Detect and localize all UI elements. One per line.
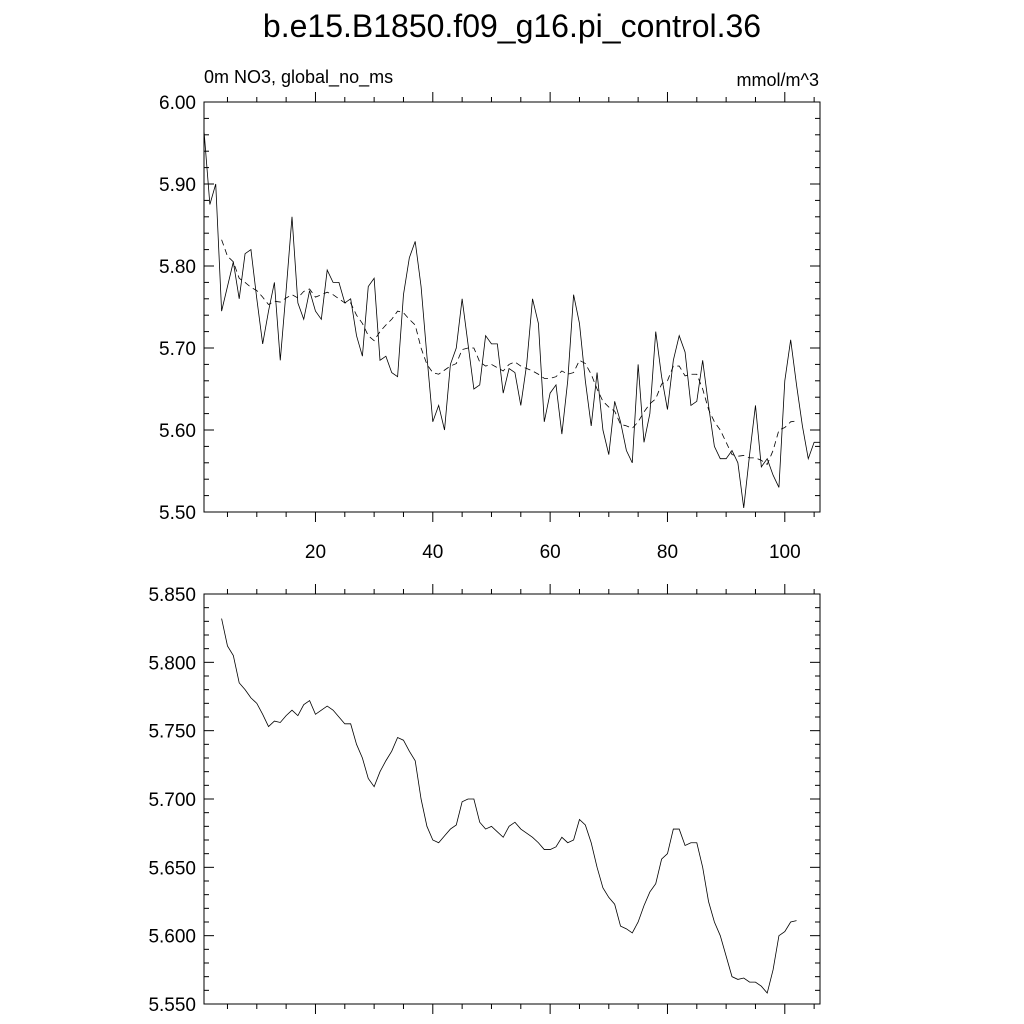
top-x-tick-label: 60 [539, 542, 561, 563]
top-series-line-solid [204, 131, 820, 508]
top-panel [159, 92, 820, 563]
bottom-y-tick-label: 5.600 [148, 926, 196, 948]
bottom-y-tick-label: 5.800 [148, 653, 196, 675]
top-y-tick-label: 5.50 [159, 503, 196, 524]
bottom-y-tick-label: 5.700 [148, 790, 196, 811]
top-y-tick-label: 5.70 [159, 339, 196, 360]
top-y-tick-label: 6.00 [159, 93, 196, 114]
top-y-tick-label: 5.80 [159, 257, 196, 278]
units-label: mmol/m^3 [736, 70, 819, 90]
bottom-series-line-solid [222, 619, 797, 993]
bottom-y-tick-label: 5.750 [148, 721, 196, 743]
bottom-y-tick-label: 5.850 [148, 585, 196, 606]
bottom-y-tick-label: 5.550 [148, 995, 196, 1016]
top-plot-frame [204, 102, 820, 512]
top-y-tick-label: 5.60 [159, 421, 196, 442]
top-x-tick-label: 20 [304, 542, 327, 563]
bottom-y-tick-label: 5.650 [148, 858, 196, 880]
top-x-tick-label: 100 [768, 542, 801, 563]
chart-title: b.e15.B1850.f09_g16.pi_control.36 [262, 8, 762, 44]
top-y-tick-label: 5.90 [159, 175, 196, 196]
top-x-tick-label: 80 [656, 542, 679, 563]
bottom-plot-frame [204, 594, 820, 1004]
variable-label: 0m NO3, global_no_ms [204, 67, 394, 87]
bottom-panel [148, 584, 820, 1016]
top-series-line-dashed [222, 240, 797, 465]
top-x-tick-label: 40 [422, 542, 444, 563]
